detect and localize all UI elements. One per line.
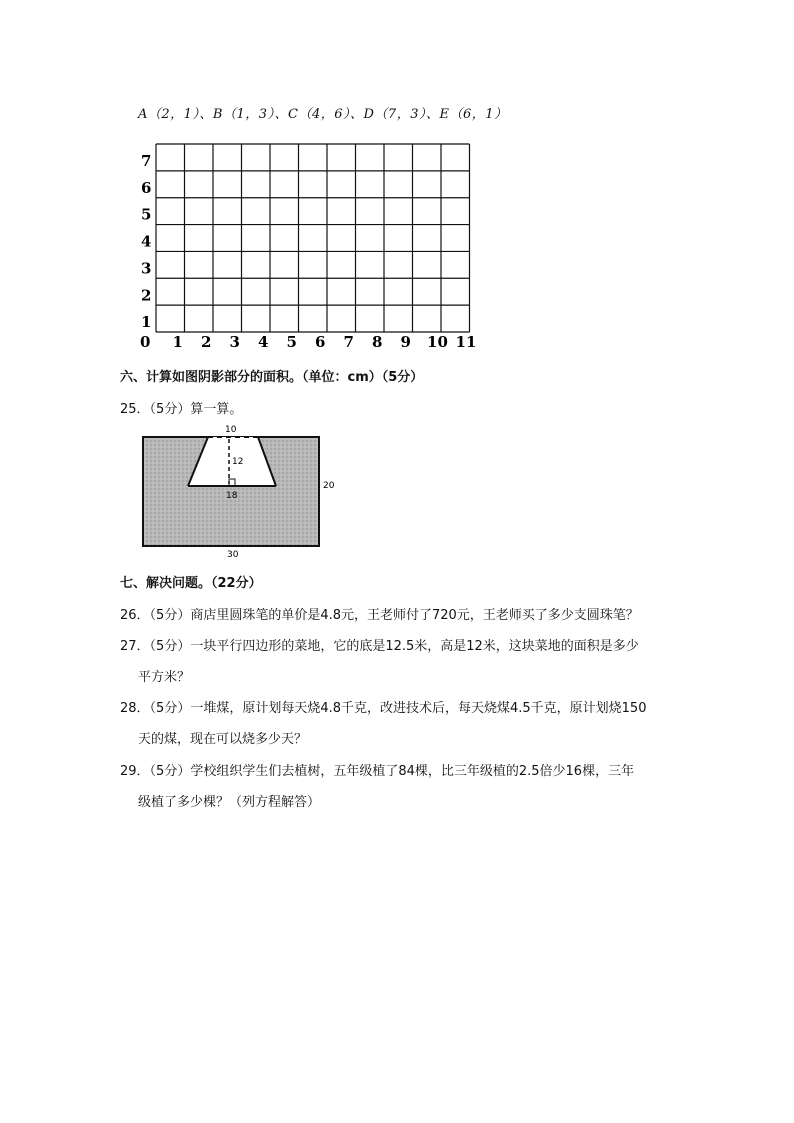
x-tick-label: 4 xyxy=(258,333,269,351)
y-tick-label: 7 xyxy=(141,152,152,170)
question-28-line1: 28．（5分）一堆煤，原计划每天烧4.8千克，改进技术后，每天烧煤4.5千克，原计划烧150 xyxy=(120,701,647,716)
question-29-line2: 级植了多少棵？（列方程解答） xyxy=(138,795,321,810)
x-tick-label: 0 xyxy=(140,333,151,351)
label-width: 30 xyxy=(227,550,239,560)
x-tick-label: 5 xyxy=(286,333,297,351)
y-tick-label: 3 xyxy=(141,259,152,278)
y-tick-label: 5 xyxy=(141,205,152,224)
x-tick-label: 1 xyxy=(172,333,183,351)
label-height: 12 xyxy=(232,457,244,467)
x-tick-label: 6 xyxy=(315,333,326,351)
coordinate-grid xyxy=(130,128,490,353)
section-7-heading: 七、解决问题。（22分） xyxy=(120,576,262,591)
y-tick-label: 2 xyxy=(141,286,152,305)
x-tick-label: 9 xyxy=(400,333,411,351)
shaded-area-figure xyxy=(138,420,348,562)
question-29-line1: 29．（5分）学校组织学生们去植树，五年级植了84棵，比三年级植的2.5倍少16棵，三年 xyxy=(120,764,635,779)
label-top: 10 xyxy=(225,425,237,435)
section-6-heading: 六、计算如图阴影部分的面积。（单位：cm）（5分） xyxy=(120,370,424,385)
y-tick-label: 4 xyxy=(141,232,152,251)
x-tick-label: 10 xyxy=(427,333,448,351)
x-tick-label: 3 xyxy=(229,333,240,351)
question-27-line1: 27．（5分）一块平行四边形的菜地，它的底是12.5米，高是12米，这块菜地的面积是多少 xyxy=(120,639,639,654)
label-bottom: 18 xyxy=(226,491,238,501)
question-27-line2: 平方米？ xyxy=(138,670,191,685)
y-tick-label: 6 xyxy=(141,178,152,197)
x-tick-label: 7 xyxy=(343,333,354,351)
question-28-line2: 天的煤，现在可以烧多少天？ xyxy=(138,732,308,747)
question-26: 26．（5分）商店里圆珠笔的单价是4.8元，王老师付了720元，王老师买了多少支圆珠笔？ xyxy=(120,608,639,623)
x-tick-label: 2 xyxy=(201,333,212,351)
question-25: 25．（5分）算一算。 xyxy=(120,402,243,417)
label-side: 20 xyxy=(323,481,335,491)
x-tick-label: 8 xyxy=(372,333,383,351)
points-list: A（2，1）、B（1，3）、C（4，6）、D（7，3）、E（6，1） xyxy=(138,107,508,122)
y-tick-label: 1 xyxy=(141,313,152,332)
x-tick-label: 11 xyxy=(455,333,477,351)
